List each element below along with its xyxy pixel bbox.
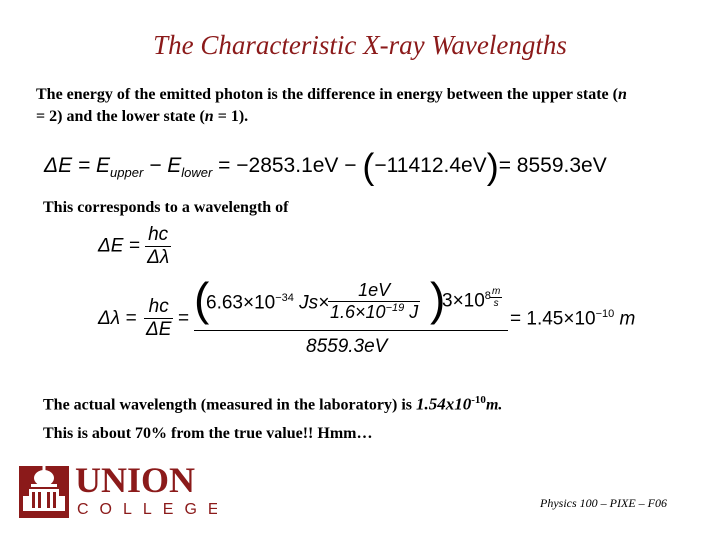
wavelength-calculation: Δλ = $\frac{hc}{\Delta E}$ = ( $6.63\times 10^{-34}$ Js× $\frac{1eV}{1.6\times 10^{-19} J}$ ) $3\times 10^8$ $\frac{m}{s}$ 8559.3eV = $1.45\times 10^{-10}$ m — [98, 280, 658, 360]
wavelength-intro: This corresponds to a wavelength of — [43, 199, 289, 216]
intro-paragraph: The energy of the emitted photon is the difference in energy between the upper state (n = 2) and the lower state (n = 1). — [36, 86, 627, 125]
measured-wavelength: The actual wavelength (measured in the laboratory) is $1.54x10^{-10}m$. — [43, 394, 503, 414]
main-fraction: ( $6.63\times 10^{-34}$ Js× $\frac{1eV}{1.6\times 10^{-19} J}$ ) $3\times 10^8$ $\frac{m}{s}$ 8559.3eV — [194, 280, 508, 360]
hc-over-dlambda: $\frac{hc}{\Delta\lambda}$ — [147, 224, 170, 268]
logo-union-text: UNION — [75, 460, 196, 500]
energy-difference-equation: $\Delta E = E_{upper} - E_{lower} = -2853.1eV - (-11412.4eV)= 8559.3eV$ — [44, 145, 607, 187]
energy-wavelength-relation: ΔE = $\frac{hc}{\Delta\lambda}$ — [98, 224, 170, 268]
slide-title: The Characteristic X-ray Wavelengths — [153, 30, 567, 60]
fraction-bar — [194, 330, 508, 331]
union-college-logo — [17, 456, 217, 520]
logo-college-text: COLLEGE — [77, 501, 217, 518]
comparison-remark: This is about 70% from the true value!! Hmm… — [43, 425, 373, 442]
footer-course-label: Physics 100 – PIXE – F06 — [540, 496, 667, 510]
